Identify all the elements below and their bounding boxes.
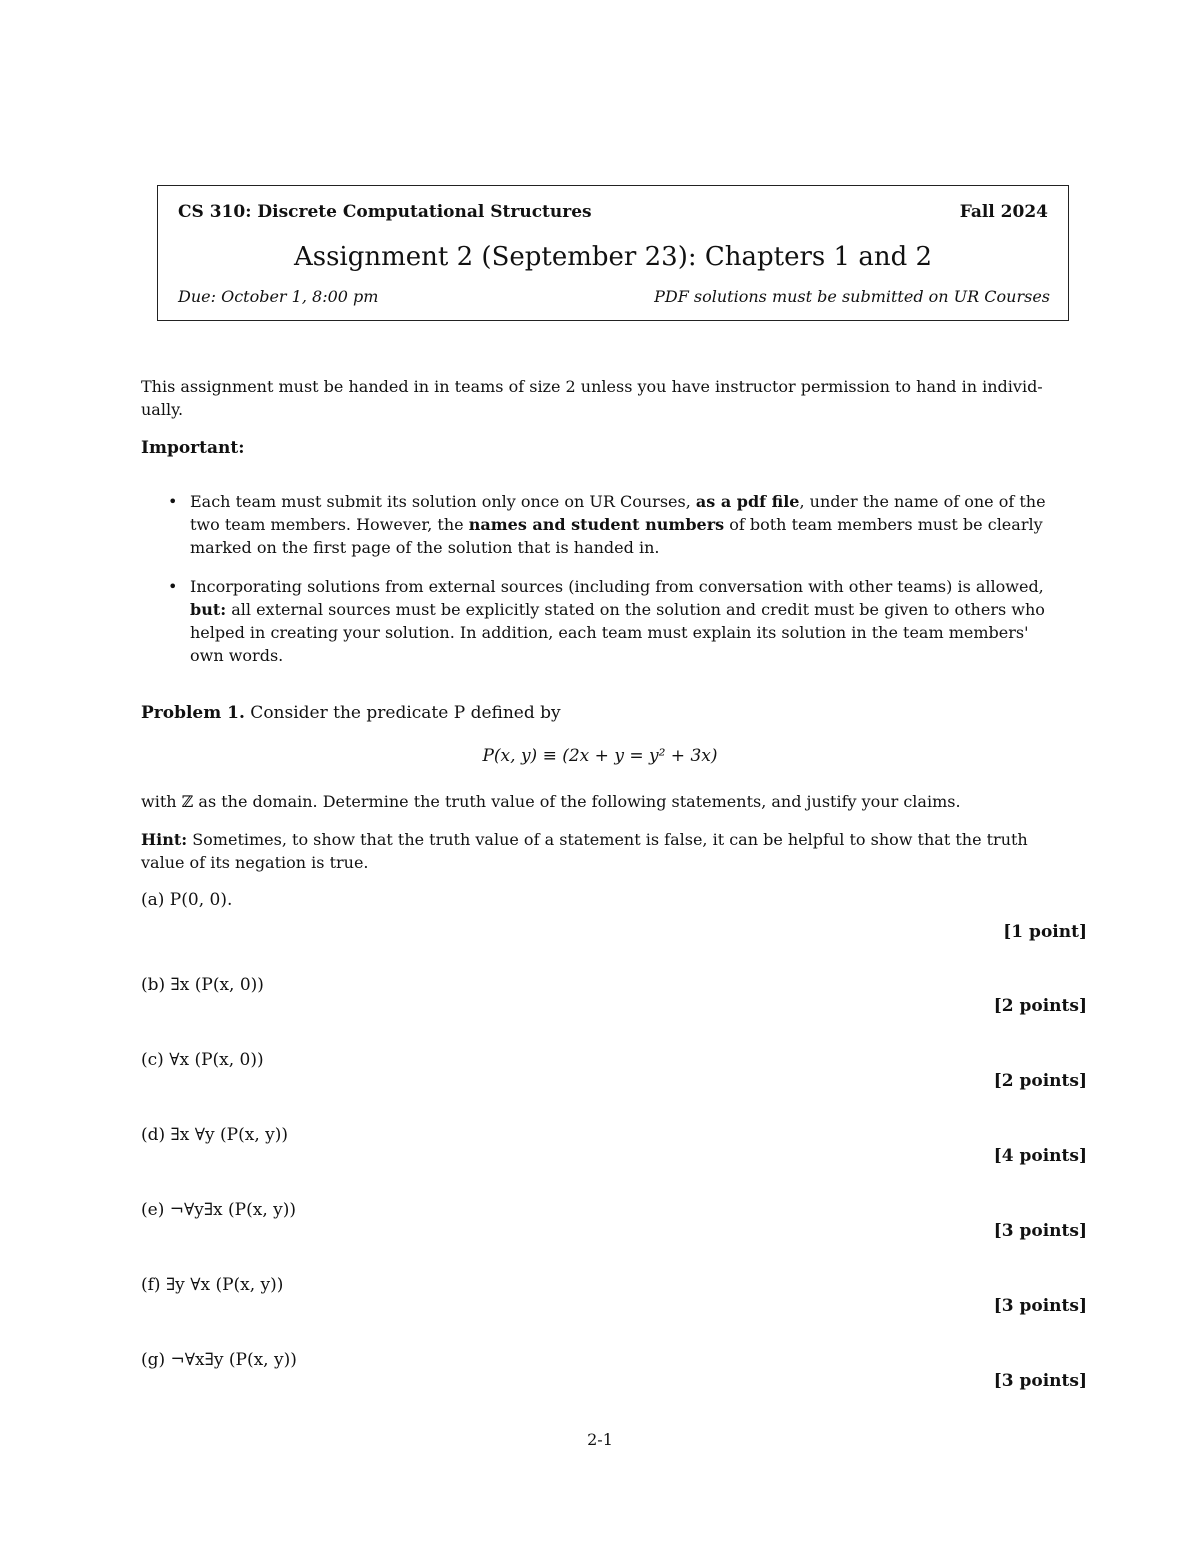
intro-paragraph [141, 375, 1087, 421]
predicate-formula: P(x, y) ≡ (2x + y = y² + 3x) [482, 746, 718, 766]
part-e-points: [3 points] [993, 1221, 1087, 1241]
part-d: (d) ∃x ∀y (P(x, y)) [141, 1125, 288, 1145]
part-a-points: [1 point] [1003, 922, 1087, 942]
page-number: 2-1 [587, 1430, 613, 1449]
part-b: (b) ∃x (P(x, 0)) [141, 975, 264, 995]
hint-label: Hint: [141, 830, 188, 849]
problem-label: Problem 1. [141, 703, 245, 723]
part-e: (e) ¬∀y∃x (P(x, y)) [141, 1200, 297, 1220]
assignment-title: Assignment 2 (September 23): Chapters 1 and 2 [293, 242, 933, 272]
bullet-dot-icon: • [168, 492, 178, 511]
problem-1-intro: Problem 1. Consider the predicate P defined by [141, 703, 561, 723]
part-b-points: [2 points] [993, 996, 1087, 1016]
part-c-points: [2 points] [993, 1071, 1087, 1091]
part-f-points: [3 points] [993, 1296, 1087, 1316]
bullet-list [168, 490, 1088, 667]
part-a: (a) P(0, 0). [141, 890, 233, 910]
part-f: (f) ∃y ∀x (P(x, y)) [141, 1275, 284, 1295]
bullet-dot-icon: • [168, 577, 178, 596]
part-c: (c) ∀x (P(x, 0)) [141, 1050, 264, 1070]
important-heading: Important: [141, 438, 245, 458]
term-label: Fall 2024 [959, 202, 1048, 222]
part-g: (g) ¬∀x∃y (P(x, y)) [141, 1350, 297, 1370]
intro-line-1: This assignment must be handed in in teams of size 2 unless you have instructor permission to hand in individ- [141, 377, 1043, 396]
part-d-points: [4 points] [993, 1146, 1087, 1166]
bullet-item-submission: • Each team must submit its solution only once on UR Courses, as a pdf file, under the name of one of the two team members. However, the names and student numbers of both team members must be clearly marked on the first page of the solution that is handed in. [168, 492, 1046, 557]
due-date: Due: October 1, 8:00 pm [178, 287, 379, 306]
course-title: CS 310: Discrete Computational Structures [178, 202, 592, 222]
bullet-item-external-sources: • Incorporating solutions from external sources (including from conversation with other teams) is allowed, but: all external sources must be explicitly stated on the solution and credit must be given to others who helped in creating your solution. In addition, each team must explain its solution in the team members' own words. [168, 577, 1045, 665]
hint-paragraph: Hint: Sometimes, to show that the truth value of a statement is false, it can be helpful to show that the truth value of its negation is true. [141, 830, 1028, 872]
intro-line-2: ually. [141, 400, 184, 419]
domain-statement: with ℤ as the domain. Determine the truth value of the following statements, and justify your claims. [141, 792, 961, 811]
assignment-header-box [157, 185, 1069, 321]
submission-note: PDF solutions must be submitted on UR Courses [654, 287, 1050, 306]
part-g-points: [3 points] [993, 1371, 1087, 1391]
